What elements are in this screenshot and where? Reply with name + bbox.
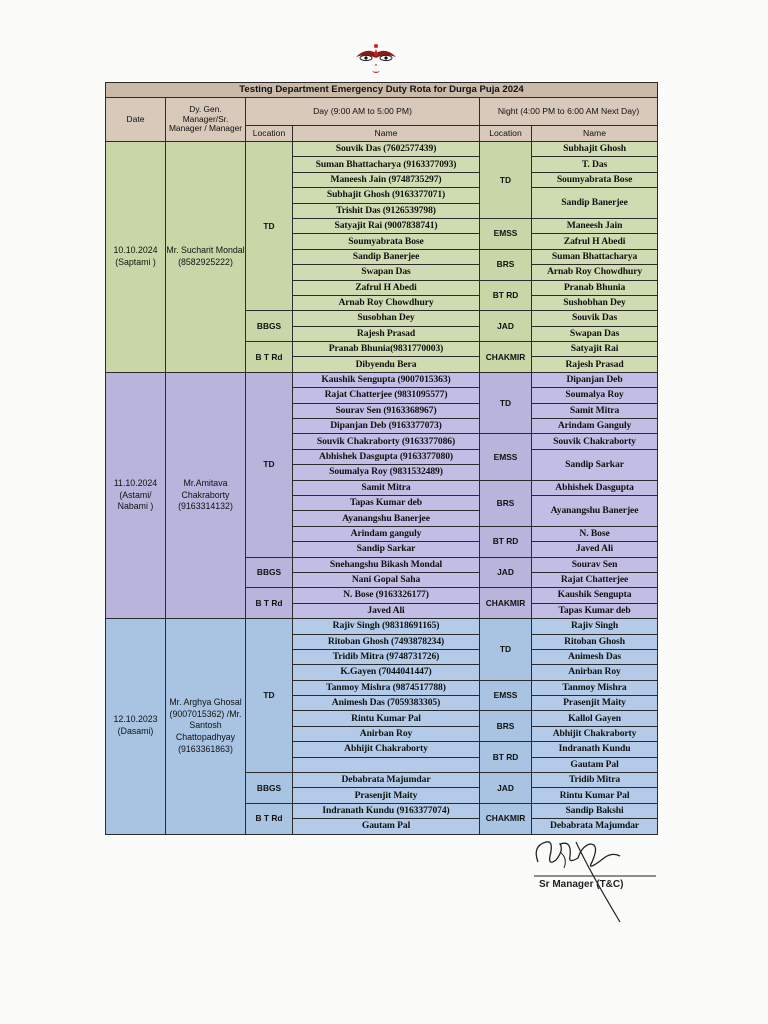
day-staff-name: Samit Mitra — [293, 480, 480, 495]
day-staff-name: Prasenjit Maity — [293, 788, 480, 803]
day-location: BBGS — [246, 557, 293, 588]
day-staff-name: Rajesh Prasad — [293, 326, 480, 341]
night-location: CHAKMIR — [480, 342, 532, 373]
night-staff-name: Souvik Chakraborty — [532, 434, 658, 449]
durga-face-icon — [352, 41, 400, 81]
day-staff-name: Dibyendu Bera — [293, 357, 480, 372]
day-staff-name: Animesh Das (7059383305) — [293, 696, 480, 711]
day-staff-name: Suman Bhattacharya (9163377093) — [293, 157, 480, 172]
day-staff-name: Gautam Pal — [293, 819, 480, 834]
day-staff-name: Sourav Sen (9163368967) — [293, 403, 480, 418]
night-location-header: Location — [480, 126, 532, 142]
day-staff-name: K.Gayen (7044041447) — [293, 665, 480, 680]
night-location: BRS — [480, 711, 532, 742]
day-staff-name: Sandip Sarkar — [293, 542, 480, 557]
night-staff-name: Rintu Kumar Pal — [532, 788, 658, 803]
night-location: EMSS — [480, 218, 532, 249]
day-staff-name: Rintu Kumar Pal — [293, 711, 480, 726]
night-staff-name: Pranab Bhunia — [532, 280, 658, 295]
day-staff-name: Rajat Chatterjee (9831095577) — [293, 388, 480, 403]
night-staff-name: Gautam Pal — [532, 757, 658, 772]
day-shift-header: Day (9:00 AM to 5:00 PM) — [246, 98, 480, 126]
night-staff-name: Kallol Gayen — [532, 711, 658, 726]
night-staff-name: Sandip Bakshi — [532, 803, 658, 818]
night-staff-name: Sourav Sen — [532, 557, 658, 572]
rota-row — [106, 372, 658, 387]
duty-manager: Mr. Arghya Ghosal (9007015362) /Mr. Santosh Chattopadhyay (9163361863) — [166, 619, 246, 834]
day-staff-name: Rajiv Singh (98318691165) — [293, 619, 480, 634]
night-staff-name: Rajiv Singh — [532, 619, 658, 634]
duty-date: 10.10.2024 (Saptami ) — [106, 142, 166, 373]
night-staff-name: Abhijit Chakraborty — [532, 726, 658, 741]
night-staff-name: Maneesh Jain — [532, 218, 658, 233]
table-title-row — [106, 83, 658, 98]
day-staff-name: Subhajit Ghosh (9163377071) — [293, 188, 480, 203]
day-staff-name: Satyajit Rai (9007838741) — [293, 218, 480, 233]
duty-date: 12.10.2023 (Dasami) — [106, 619, 166, 834]
day-staff-name: Trishit Das (9126539798) — [293, 203, 480, 218]
day-staff-name: Ritoban Ghosh (7493878234) — [293, 634, 480, 649]
day-staff-name: Abhijit Chakraborty — [293, 742, 480, 757]
day-staff-name: Pranab Bhunia(9831770003) — [293, 342, 480, 357]
day-staff-name: Soumyabrata Bose — [293, 234, 480, 249]
day-staff-name: Kaushik Sengupta (9007015363) — [293, 372, 480, 387]
night-staff-name: Debabrata Majumdar — [532, 819, 658, 834]
night-location: BT RD — [480, 280, 532, 311]
night-staff-name: Arnab Roy Chowdhury — [532, 265, 658, 280]
night-staff-name: Sandip Sarkar — [532, 449, 658, 480]
night-staff-name: Ayanangshu Banerjee — [532, 495, 658, 526]
night-location: BRS — [480, 249, 532, 280]
night-staff-name: Tridib Mitra — [532, 773, 658, 788]
day-location: B T Rd — [246, 803, 293, 834]
day-staff-name: Nani Gopal Saha — [293, 572, 480, 587]
night-staff-name: Tapas Kumar deb — [532, 603, 658, 618]
day-staff-name: Susobhan Dey — [293, 311, 480, 326]
night-location: BRS — [480, 480, 532, 526]
day-staff-name: N. Bose (9163326177) — [293, 588, 480, 603]
day-staff-name: Arindam ganguly — [293, 526, 480, 541]
rota-row — [106, 142, 658, 157]
day-location: B T Rd — [246, 342, 293, 373]
night-staff-name: Souvik Das — [532, 311, 658, 326]
day-staff-name: Dipanjan Deb (9163377073) — [293, 419, 480, 434]
night-staff-name: Abhishek Dasgupta — [532, 480, 658, 495]
day-staff-name: Sandip Banerjee — [293, 249, 480, 264]
day-location: TD — [246, 372, 293, 557]
duty-rota-table — [105, 82, 658, 835]
night-staff-name: Rajesh Prasad — [532, 357, 658, 372]
day-staff-name: Swapan Das — [293, 265, 480, 280]
night-staff-name: Prasenjit Maity — [532, 696, 658, 711]
day-staff-name: Zafrul H Abedi — [293, 280, 480, 295]
day-staff-name: Indranath Kundu (9163377074) — [293, 803, 480, 818]
day-location: B T Rd — [246, 588, 293, 619]
day-location: BBGS — [246, 773, 293, 804]
day-staff-name: Debabrata Majumdar — [293, 773, 480, 788]
day-staff-name: Abhishek Dasgupta (9163377080) — [293, 449, 480, 464]
night-location: CHAKMIR — [480, 803, 532, 834]
night-staff-name: Tanmoy Mishra — [532, 680, 658, 695]
day-location: TD — [246, 619, 293, 773]
day-staff-name: Maneesh Jain (9748735297) — [293, 172, 480, 187]
night-staff-name: N. Bose — [532, 526, 658, 541]
night-staff-name: Kaushik Sengupta — [532, 588, 658, 603]
day-location: BBGS — [246, 311, 293, 342]
day-staff-name: Ayanangshu Banerjee — [293, 511, 480, 526]
night-staff-name: Soumalya Roy — [532, 388, 658, 403]
night-location: CHAKMIR — [480, 588, 532, 619]
night-location: BT RD — [480, 742, 532, 773]
night-staff-name: Anirban Roy — [532, 665, 658, 680]
night-location: JAD — [480, 773, 532, 804]
day-staff-name: Arnab Roy Chowdhury — [293, 295, 480, 310]
day-staff-name: Javed Ali — [293, 603, 480, 618]
night-staff-name: Subhajit Ghosh — [532, 142, 658, 157]
table-title: Testing Department Emergency Duty Rota for Durga Puja 2024 — [106, 83, 658, 98]
night-name-header: Name — [532, 126, 658, 142]
night-staff-name: Arindam Ganguly — [532, 419, 658, 434]
day-name-header: Name — [293, 126, 480, 142]
night-staff-name: Indranath Kundu — [532, 742, 658, 757]
duty-manager: Mr.Amitava Chakraborty (9163314132) — [166, 372, 246, 618]
night-staff-name: Ritoban Ghosh — [532, 634, 658, 649]
night-staff-name: Samit Mitra — [532, 403, 658, 418]
signatory-title: Sr Manager (T&C) — [539, 879, 624, 890]
date-header: Date — [106, 98, 166, 142]
day-staff-name: Tanmoy Mishra (9874517788) — [293, 680, 480, 695]
night-staff-name: Suman Bhattacharya — [532, 249, 658, 264]
night-staff-name: Soumyabrata Bose — [532, 172, 658, 187]
night-location: JAD — [480, 311, 532, 342]
manager-header: Dy. Gen. Manager/Sr. Manager / Manager — [166, 98, 246, 142]
duty-date: 11.10.2024 (Astami/ Nabami ) — [106, 372, 166, 618]
day-staff-name: Anirban Roy — [293, 726, 480, 741]
night-staff-name: Satyajit Rai — [532, 342, 658, 357]
day-location-header: Location — [246, 126, 293, 142]
night-location: BT RD — [480, 526, 532, 557]
night-staff-name: Zafrul H Abedi — [532, 234, 658, 249]
night-location: TD — [480, 372, 532, 434]
night-staff-name: Swapan Das — [532, 326, 658, 341]
duty-manager: Mr. Sucharit Mondal (8582925222) — [166, 142, 246, 373]
night-shift-header: Night (4:00 PM to 6:00 AM Next Day) — [480, 98, 658, 126]
night-location: TD — [480, 619, 532, 681]
day-location: TD — [246, 142, 293, 311]
day-staff-name: Souvik Das (7602577439) — [293, 142, 480, 157]
night-staff-name: Javed Ali — [532, 542, 658, 557]
day-staff-name: Soumalya Roy (9831532489) — [293, 465, 480, 480]
day-staff-name: Snehangshu Bikash Mondal — [293, 557, 480, 572]
header-row — [106, 98, 658, 126]
day-staff-name: Tridib Mitra (9748731726) — [293, 649, 480, 664]
night-location: TD — [480, 142, 532, 219]
day-staff-name: Tapas Kumar deb — [293, 495, 480, 510]
night-location: EMSS — [480, 680, 532, 711]
night-staff-name: Animesh Das — [532, 649, 658, 664]
night-staff-name: Sushobhan Dey — [532, 295, 658, 310]
rota-row — [106, 619, 658, 634]
night-staff-name: Dipanjan Deb — [532, 372, 658, 387]
night-location: JAD — [480, 557, 532, 588]
night-staff-name: T. Das — [532, 157, 658, 172]
night-location: EMSS — [480, 434, 532, 480]
night-staff-name: Sandip Banerjee — [532, 188, 658, 219]
day-staff-name: Souvik Chakraborty (9163377086) — [293, 434, 480, 449]
night-staff-name: Rajat Chatterjee — [532, 572, 658, 587]
day-staff-name — [293, 757, 480, 772]
